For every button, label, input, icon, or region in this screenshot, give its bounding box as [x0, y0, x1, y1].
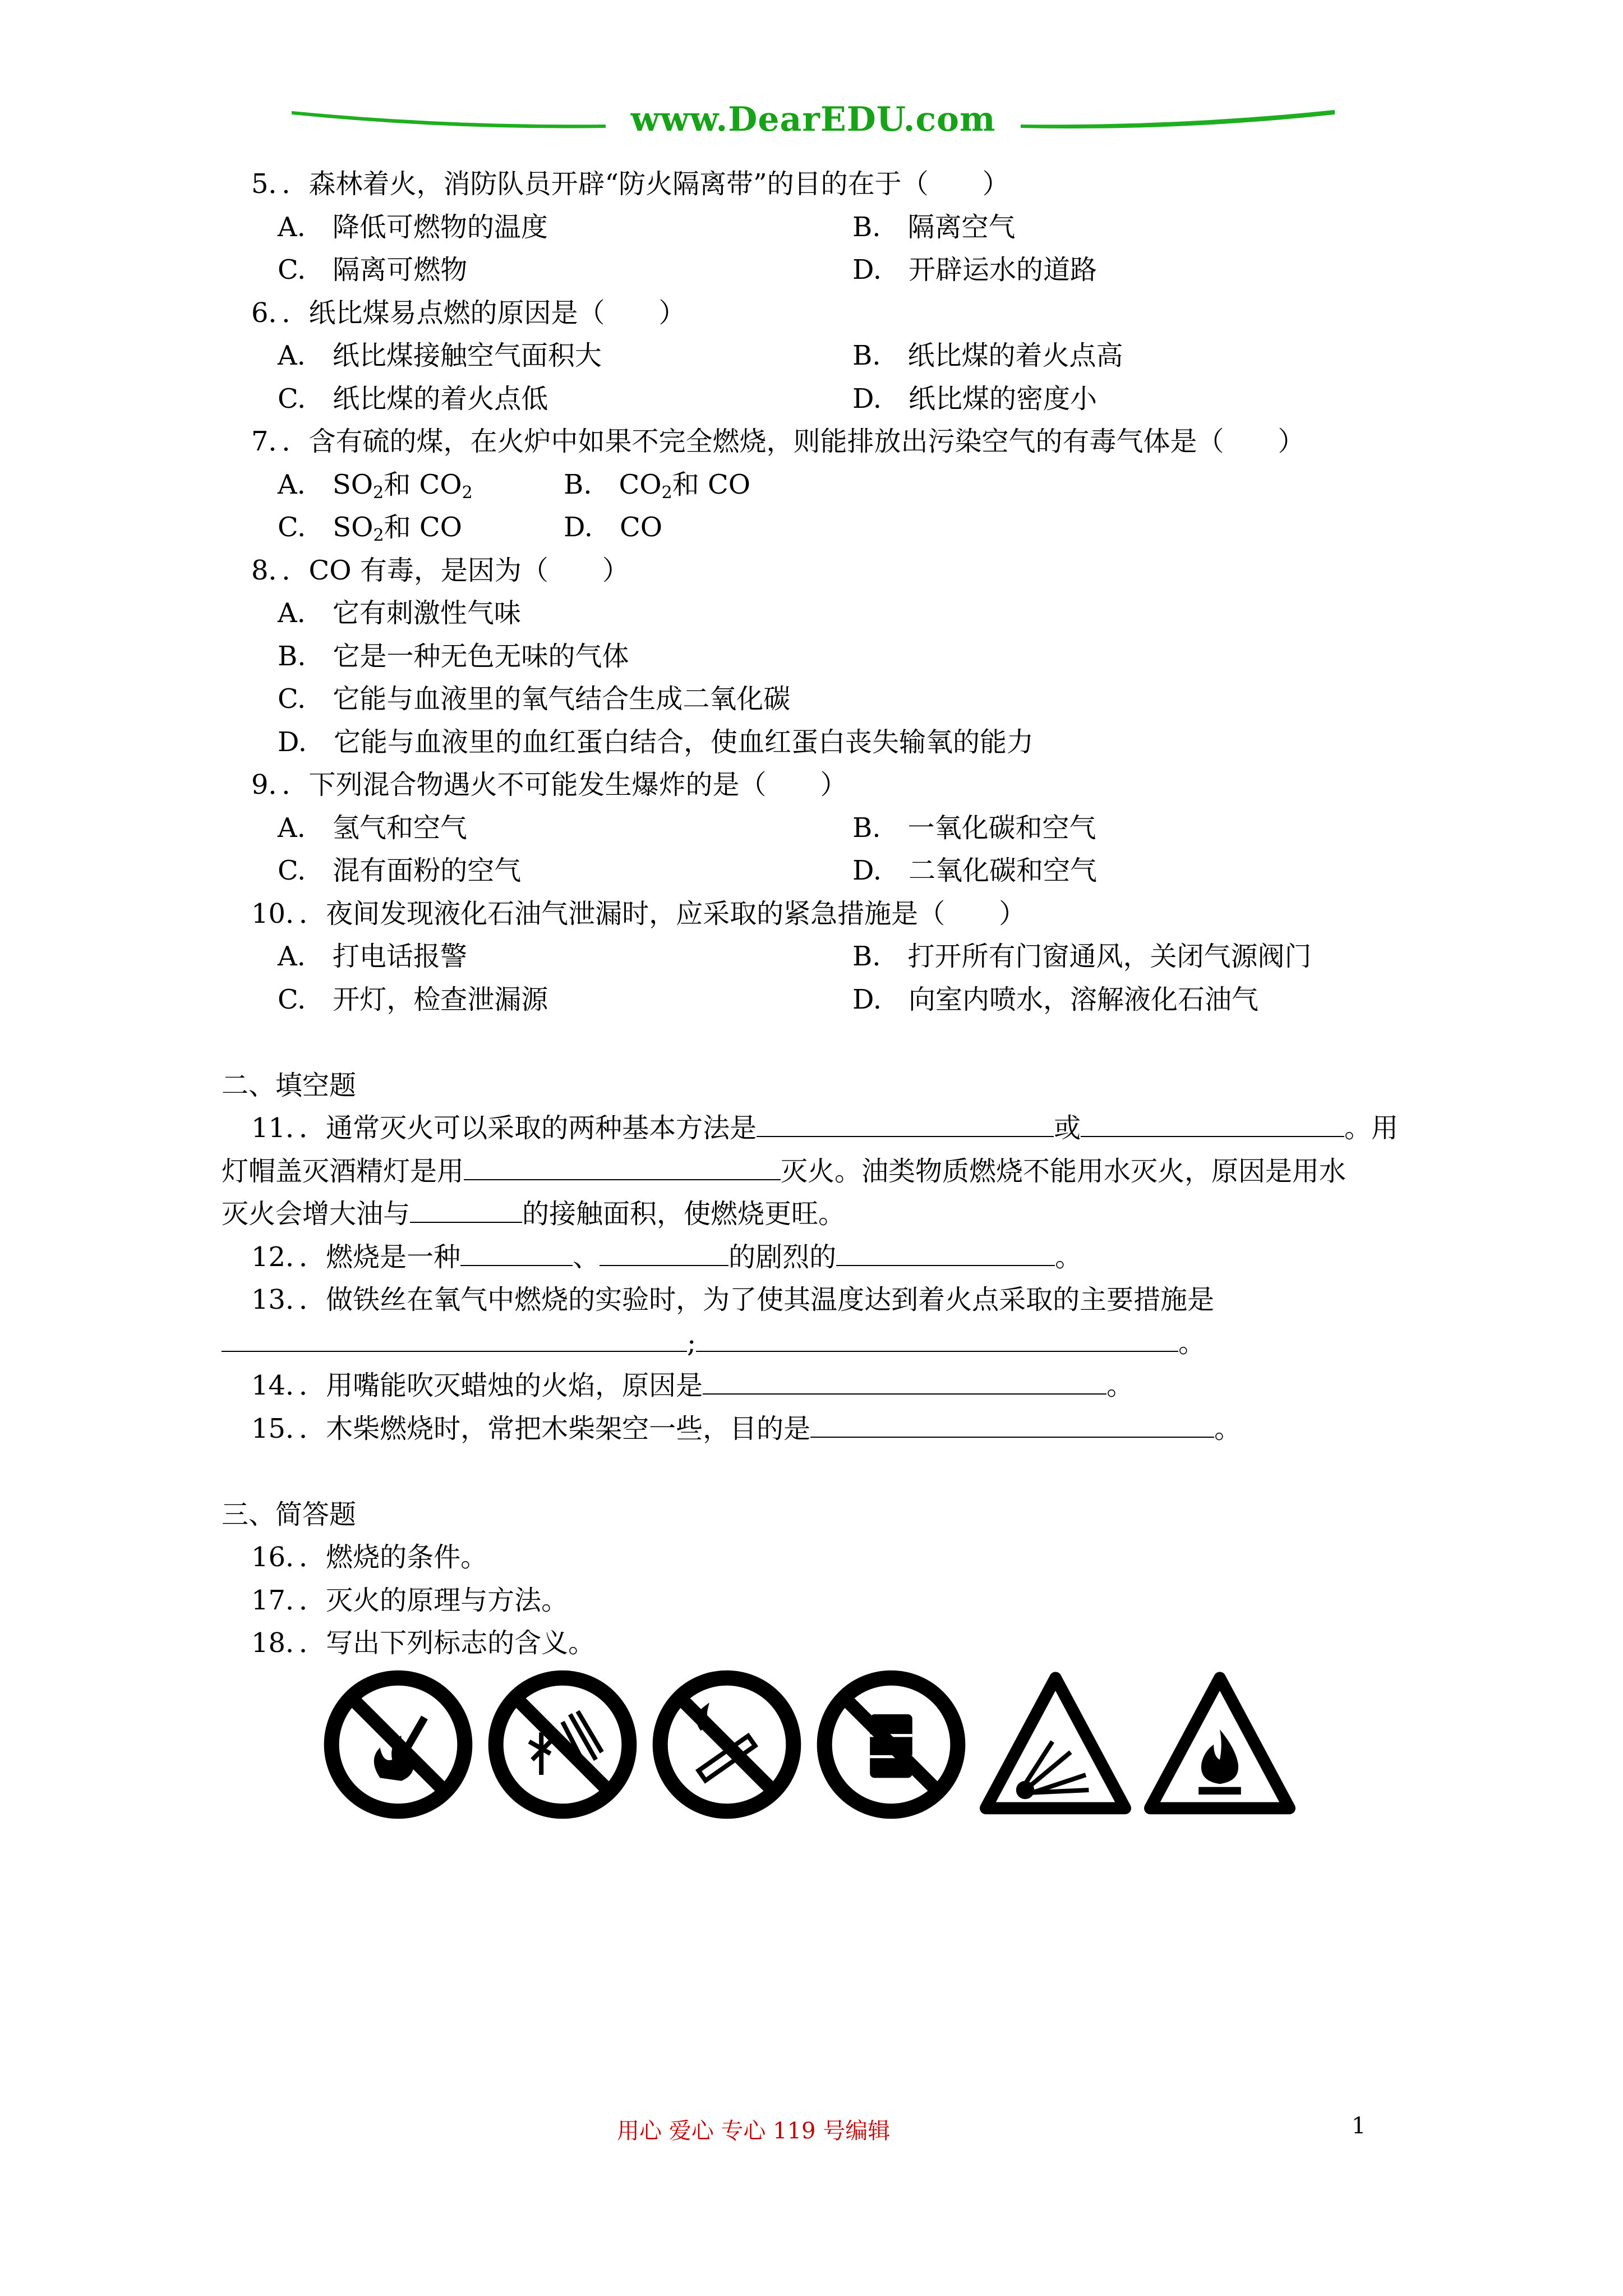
q7-option-d: D. CO	[564, 512, 663, 543]
q11-blank-4[interactable]	[410, 1198, 522, 1223]
question-5-stem: 5．．森林着火，消防队员开辟“防火隔离带”的目的在于（ ）	[251, 168, 1009, 200]
q8-option-b: B. 它是一种无色无味的气体	[278, 640, 629, 672]
question-8-stem: 8．．CO 有毒，是因为（ ）	[251, 554, 629, 586]
no-fireworks-icon	[487, 1669, 638, 1820]
question-16: 16．．燃烧的条件。	[251, 1542, 488, 1573]
question-6-stem: 6．．纸比煤易点燃的原因是（ ）	[251, 297, 686, 329]
question-18: 18．．写出下列标志的含义。	[251, 1627, 596, 1659]
q10-option-a: A. 打电话报警	[278, 941, 467, 972]
q13-blank-1[interactable]	[222, 1326, 687, 1351]
question-10-row-2	[222, 978, 1422, 1022]
question-7-stem: 7．．含有硫的煤，在火炉中如果不完全燃烧，则能排放出污染空气的有毒气体是（ ）	[251, 426, 1305, 457]
q9-option-d: D. 二氧化碳和空气	[852, 855, 1098, 886]
q5-option-c: C. 隔离可燃物	[278, 254, 468, 286]
q5-option-b: B. 隔离空气	[852, 211, 1016, 243]
q9-option-c: C. 混有面粉的空气	[278, 855, 522, 886]
question-6-row-1	[222, 334, 1422, 378]
question-15: 15．．木柴燃烧时，常把木柴架空一些，目的是 。	[251, 1412, 1242, 1444]
q8-option-a: A. 它有刺激性气味	[278, 597, 521, 629]
site-logo-text[interactable]: www.DearEDU.com	[630, 100, 996, 139]
q5-option-a: A. 降低可燃物的温度	[278, 211, 548, 243]
q10-option-d: D. 向室内喷水，溶解液化石油气	[852, 983, 1259, 1015]
no-flammable-barrel-icon	[815, 1669, 967, 1820]
question-14: 14．．用嘴能吹灭蜡烛的火焰，原因是 。	[251, 1370, 1134, 1401]
q10-option-b: B. 打开所有门窗通风，关闭气源阀门	[852, 941, 1312, 972]
q15-blank[interactable]	[810, 1412, 1214, 1437]
question-7-row-1	[222, 463, 1422, 507]
question-11-line-2: 灯帽盖灭酒精灯是用 灭火。油类物质燃烧不能用水灭火，原因是用水	[222, 1155, 1347, 1187]
question-9-row-1	[222, 807, 1422, 850]
q12-blank-1[interactable]	[460, 1240, 573, 1266]
question-10-row-1	[222, 935, 1422, 978]
question-10-stem: 10．．夜间发现液化石油气泄漏时，应采取的紧急措施是（ ）	[251, 898, 1026, 930]
question-11-line-1: 11．．通常灭火可以采取的两种基本方法是 或 。用	[251, 1112, 1399, 1144]
question-9-row-2	[222, 849, 1422, 892]
q12-blank-3[interactable]	[836, 1240, 1055, 1266]
question-5-row-1	[222, 206, 1422, 249]
q7-option-c: C. $SO_2$和 CO	[278, 512, 462, 545]
no-smoking-icon	[651, 1669, 803, 1820]
q6-option-d: D. 纸比煤的密度小	[852, 383, 1098, 415]
question-7-row-2	[222, 506, 1422, 549]
q11-blank-3[interactable]	[464, 1154, 781, 1180]
question-12: 12．．燃烧是一种 、 的剧烈的 。	[251, 1241, 1082, 1273]
q8-option-d: D. 它能与血液里的血红蛋白结合，使血红蛋白丧失输氧的能力	[278, 726, 1034, 758]
question-13-stem: 13．．做铁丝在氧气中燃烧的实验时，为了使其温度达到着火点采取的主要措施是	[251, 1284, 1215, 1315]
explosive-warning-icon	[980, 1669, 1131, 1820]
short-section-title: 三、简答题	[222, 1498, 357, 1530]
page-number: 1	[1352, 2113, 1366, 2139]
q11-blank-1[interactable]	[757, 1112, 1054, 1137]
q13-blank-2[interactable]	[696, 1326, 1178, 1351]
q6-option-b: B. 纸比煤的着火点高	[852, 340, 1123, 371]
q9-option-b: B. 一氧化碳和空气	[852, 812, 1096, 844]
q9-option-a: A. 氢气和空气	[278, 812, 467, 844]
question-5-row-2	[222, 249, 1422, 292]
footer-text: 用心 爱心 专心 119 号编辑	[617, 2118, 891, 2144]
question-6-row-2	[222, 378, 1422, 421]
flammable-warning-icon	[1144, 1669, 1295, 1820]
q6-option-a: A. 纸比煤接触空气面积大	[278, 340, 602, 371]
no-fire-icon	[322, 1669, 474, 1820]
q7-option-b: B. $CO_2$和 CO	[564, 468, 751, 503]
site-header	[292, 95, 1335, 146]
exam-content	[222, 163, 1422, 1665]
question-11-line-3: 灭火会增大油与 的接触面积，使燃烧更旺。	[222, 1198, 846, 1230]
q14-blank[interactable]	[703, 1369, 1106, 1395]
q7-option-a: A. $SO_2$和 $CO_2$	[278, 468, 473, 503]
q6-option-c: C. 纸比煤的着火点低	[278, 383, 548, 415]
question-9-stem: 9．．下列混合物遇火不可能发生爆炸的是（ ）	[251, 769, 847, 800]
q8-option-c: C. 它能与血液里的氧气结合生成二氧化碳	[278, 683, 791, 715]
q12-blank-2[interactable]	[600, 1240, 728, 1266]
safety-signs-row	[322, 1669, 1295, 1832]
q10-option-c: C. 开灯，检查泄漏源	[278, 983, 548, 1015]
question-17: 17．．灭火的原理与方法。	[251, 1584, 569, 1616]
question-13-blanks: ; 。	[222, 1322, 1422, 1365]
q5-option-d: D. 开辟运水的道路	[852, 254, 1098, 286]
fill-section-title: 二、填空题	[222, 1069, 357, 1101]
q11-blank-2[interactable]	[1081, 1112, 1344, 1137]
